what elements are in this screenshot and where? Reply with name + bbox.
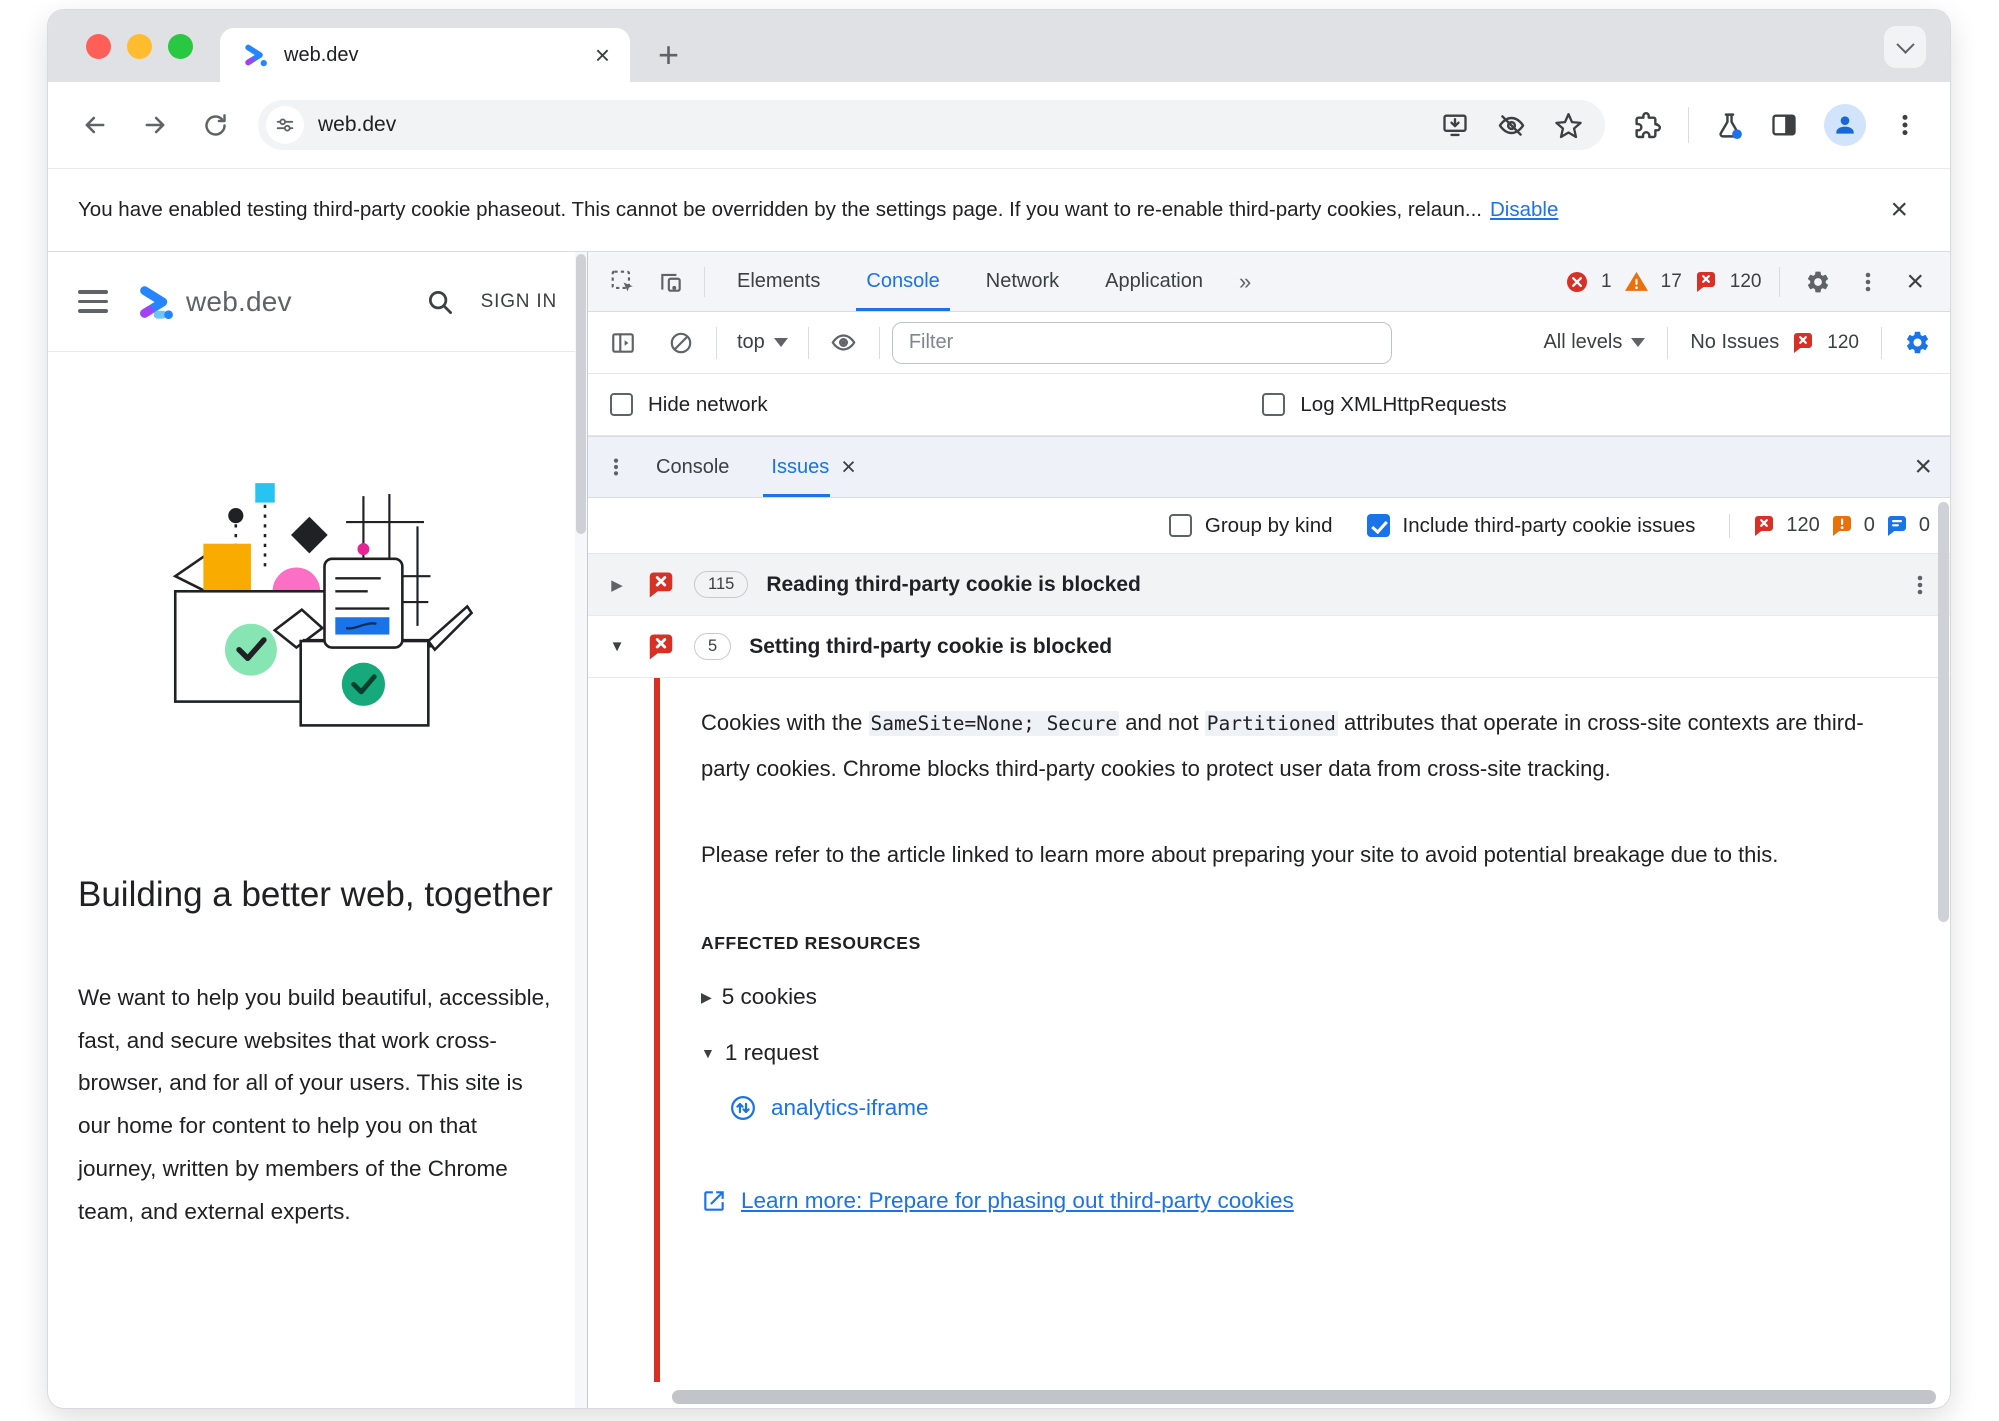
- toolbar-divider: [1688, 107, 1689, 143]
- horizontal-scrollbar[interactable]: [672, 1390, 1936, 1404]
- new-tab-button[interactable]: +: [658, 34, 680, 75]
- kebab-menu-icon: [605, 456, 627, 478]
- tab-network[interactable]: Network: [985, 270, 1060, 292]
- issues-counter-count: 120: [1827, 331, 1859, 353]
- arrow-right-icon: [141, 111, 169, 139]
- puzzle-icon: [1633, 111, 1662, 140]
- log-xhr-setting[interactable]: [1262, 393, 1506, 417]
- live-expression-button[interactable]: [821, 320, 867, 366]
- kebab-menu-icon: [1908, 573, 1932, 597]
- browser-toolbar: [48, 82, 1950, 168]
- tab-strip: [48, 10, 1950, 82]
- webdev-page: [48, 252, 587, 1408]
- page-intro-text: We want to help you build beautiful, accessible, fast, and secure websites that work cross-browser, and for all of your users. This site is our home for content to help you on that journey, written by members of the Chrome team, and external experts.: [78, 984, 551, 1224]
- issues-count[interactable]: 120: [1729, 270, 1762, 292]
- drawer-tab-issues-label: Issues: [771, 455, 830, 478]
- console-filter-input[interactable]: [892, 322, 1392, 364]
- issues-counter-label: No Issues: [1690, 331, 1780, 353]
- requests-toggle[interactable]: [701, 1040, 1910, 1066]
- log-level-selector[interactable]: [1535, 331, 1653, 354]
- cookies-toggle[interactable]: [701, 984, 1910, 1010]
- improvements-count: 0: [1918, 514, 1930, 536]
- log-xhr-checkbox[interactable]: [1262, 393, 1285, 416]
- browser-window: [48, 10, 1950, 1408]
- warning-count[interactable]: 17: [1660, 270, 1682, 292]
- webdev-favicon: [240, 40, 270, 70]
- eye-icon: [830, 329, 857, 356]
- side-panel-icon: [1770, 111, 1798, 139]
- collapse-triangle-icon: ▼: [701, 1045, 715, 1062]
- issue-title[interactable]: Reading third-party cookie is blocked: [766, 572, 1141, 596]
- context-selector[interactable]: [729, 331, 796, 354]
- issue-count-pill: 5: [694, 633, 731, 660]
- side-panel-button[interactable]: [1770, 111, 1798, 139]
- reload-button[interactable]: [190, 100, 240, 150]
- group-by-kind-label: Group by kind: [1204, 513, 1333, 537]
- tab-title: web.dev: [284, 43, 359, 66]
- page-scrollbar[interactable]: [575, 252, 587, 1408]
- back-button[interactable]: [70, 100, 120, 150]
- drawer-tab-issues[interactable]: [751, 437, 875, 497]
- cookies-toggle-label: 5 cookies: [721, 984, 817, 1010]
- search-icon: [425, 287, 455, 317]
- code-partitioned: Partitioned: [1206, 712, 1336, 735]
- requests-toggle-label: 1 request: [724, 1040, 819, 1066]
- install-app-button[interactable]: [1441, 111, 1469, 139]
- issue-menu-button[interactable]: [1908, 573, 1932, 597]
- minimize-window-button[interactable]: [127, 34, 152, 59]
- issue-error-icon: [646, 570, 676, 600]
- issue-detail: [588, 678, 1950, 1408]
- inspect-element-button[interactable]: [600, 259, 646, 305]
- hide-network-checkbox[interactable]: [610, 393, 633, 416]
- devtools-menu-button[interactable]: [1850, 259, 1886, 305]
- gear-icon: [1904, 329, 1931, 356]
- cookie-phaseout-infobar: [48, 168, 1950, 252]
- maximize-window-button[interactable]: [168, 34, 193, 59]
- issue-count-pill: 115: [694, 571, 748, 598]
- devtools-tabbar: [588, 252, 1950, 312]
- include-third-party-label: Include third-party cookie issues: [1402, 513, 1696, 537]
- dock-sidebar-icon: [610, 330, 636, 356]
- breaking-changes-icon: [1830, 514, 1854, 538]
- learn-more-row: [701, 1188, 1910, 1214]
- collapse-triangle-icon[interactable]: ▼: [609, 638, 625, 655]
- inspect-icon: [610, 269, 636, 295]
- site-settings-button[interactable]: [266, 106, 304, 144]
- console-toolbar: [588, 312, 1950, 374]
- expand-triangle-icon[interactable]: ▶: [611, 576, 623, 594]
- issues-count-icon: [1694, 270, 1718, 294]
- search-button[interactable]: [425, 287, 455, 317]
- code-samesite: SameSite=None; Secure: [870, 712, 1118, 735]
- disable-link[interactable]: Disable: [1489, 198, 1559, 221]
- log-xhr-label: Log XMLHttpRequests: [1300, 392, 1507, 416]
- breaking-changes-count: 0: [1863, 514, 1875, 536]
- arrow-left-icon: [81, 111, 109, 139]
- star-icon: [1554, 111, 1583, 140]
- issue-row-reading-cookie[interactable]: [588, 554, 1950, 616]
- reload-icon: [202, 112, 229, 139]
- more-tabs-button[interactable]: »: [1238, 268, 1252, 294]
- experiments-button[interactable]: [1715, 111, 1744, 140]
- context-selector-value: top: [737, 331, 765, 353]
- device-toolbar-button[interactable]: [648, 259, 694, 305]
- profile-avatar[interactable]: [1824, 104, 1866, 146]
- vertical-scrollbar[interactable]: [1938, 502, 1949, 1368]
- window-controls: [86, 34, 193, 59]
- issue-description-2: Please refer to the article linked to learn more about preparing your site to avoid potential breakage due to this.: [701, 841, 1779, 867]
- clear-icon: [668, 330, 694, 356]
- affected-resources-heading: AFFECTED RESOURCES: [701, 933, 921, 954]
- site-logo[interactable]: [134, 281, 292, 323]
- expand-triangle-icon: ▶: [701, 988, 712, 1005]
- issue-severity-stripe: [654, 678, 660, 1382]
- caret-down-icon: [1631, 338, 1645, 347]
- url-text[interactable]: web.dev: [318, 113, 397, 136]
- devtools-close-button[interactable]: ×: [1906, 264, 1924, 298]
- group-by-kind-setting[interactable]: [1169, 514, 1333, 538]
- include-third-party-checkbox[interactable]: [1367, 514, 1390, 537]
- url-bar[interactable]: [258, 100, 1605, 150]
- kebab-menu-icon: [1856, 270, 1880, 294]
- tab-application[interactable]: Application: [1105, 270, 1203, 292]
- hamburger-menu-button[interactable]: [78, 290, 108, 313]
- tab-search-button[interactable]: [1884, 26, 1926, 68]
- drawer-close-button[interactable]: ×: [1914, 450, 1932, 483]
- page-errors-count: 120: [1786, 514, 1820, 536]
- gear-icon: [1805, 269, 1831, 295]
- console-sidebar-button[interactable]: [600, 320, 646, 366]
- learn-more-link[interactable]: Learn more: Prepare for phasing out third-party cookies: [741, 1188, 1294, 1214]
- page-errors-icon: [1752, 514, 1776, 538]
- person-icon: [1832, 112, 1858, 138]
- clear-console-button[interactable]: [658, 320, 704, 366]
- devtools-settings-button[interactable]: [1798, 259, 1838, 305]
- caret-down-icon: [774, 338, 788, 347]
- eye-off-icon: [1497, 111, 1526, 140]
- site-header: [48, 252, 587, 352]
- page-title: Building a better web, together: [78, 875, 553, 914]
- group-by-kind-checkbox[interactable]: [1169, 514, 1192, 537]
- browser-menu-button[interactable]: [1892, 112, 1918, 138]
- device-toolbar-icon: [658, 269, 684, 295]
- infobar-message: You have enabled testing third-party cookie phaseout. This cannot be overridden by the settings page. If you want to re-enable third-party cookies, relaun...: [78, 198, 1482, 221]
- infobar-close-button[interactable]: ×: [1890, 193, 1908, 226]
- kebab-menu-icon: [1892, 112, 1918, 138]
- issue-error-icon: [646, 632, 676, 662]
- browser-tab[interactable]: [220, 28, 630, 82]
- bookmark-button[interactable]: [1554, 111, 1583, 140]
- hide-network-label: Hide network: [648, 392, 768, 416]
- preview-hidden-button[interactable]: [1497, 111, 1526, 140]
- chevron-down-icon: [1896, 35, 1914, 53]
- extensions-button[interactable]: [1633, 111, 1662, 140]
- issue-description-1: Cookies with the SameSite=None; Secure and not Partitioned attributes that operate in cross-site contexts are third-party cookies. Chrome blocks third-party cookies to protect user data from cross-site tracking.: [701, 710, 1864, 781]
- webdev-logo-icon: [134, 281, 176, 323]
- site-brand-text: web.dev: [186, 285, 292, 317]
- hide-network-setting[interactable]: [610, 393, 1262, 417]
- drawer-tab-close-button[interactable]: ×: [841, 452, 856, 481]
- sign-in-button[interactable]: SIGN IN: [480, 290, 557, 312]
- console-settings-button[interactable]: [1896, 320, 1938, 366]
- tab-close-button[interactable]: ×: [594, 40, 610, 70]
- issue-row-setting-cookie[interactable]: [588, 616, 1950, 678]
- frame-resource-icon: [729, 1094, 757, 1122]
- external-link-icon: [701, 1188, 727, 1214]
- forward-button[interactable]: [130, 100, 180, 150]
- request-link[interactable]: analytics-iframe: [771, 1095, 929, 1121]
- error-count-icon: [1565, 270, 1589, 294]
- improvements-icon: [1885, 514, 1909, 538]
- drawer-tab-console[interactable]: Console: [656, 455, 730, 478]
- tab-console[interactable]: Console: [844, 252, 961, 311]
- install-icon: [1441, 111, 1469, 139]
- console-settings-row: [588, 374, 1950, 436]
- drawer-tabbar: [588, 436, 1950, 498]
- tab-elements[interactable]: Elements: [737, 270, 821, 292]
- issues-counter-button[interactable]: [1682, 331, 1867, 355]
- drawer-menu-button[interactable]: [598, 444, 634, 490]
- issues-toolbar: [588, 498, 1950, 554]
- issue-title[interactable]: Setting third-party cookie is blocked: [749, 634, 1113, 658]
- warning-count-icon: [1624, 269, 1649, 294]
- error-count[interactable]: 1: [1601, 270, 1612, 292]
- flask-icon: [1715, 111, 1744, 140]
- close-window-button[interactable]: [86, 34, 111, 59]
- include-third-party-setting[interactable]: [1367, 514, 1696, 538]
- tune-icon: [274, 114, 296, 136]
- request-resource-row: [729, 1094, 1910, 1122]
- log-level-value: All levels: [1543, 331, 1623, 353]
- issues-count-icon: [1791, 331, 1815, 355]
- hero-illustration: [108, 468, 528, 760]
- devtools-panel: [587, 252, 1950, 1408]
